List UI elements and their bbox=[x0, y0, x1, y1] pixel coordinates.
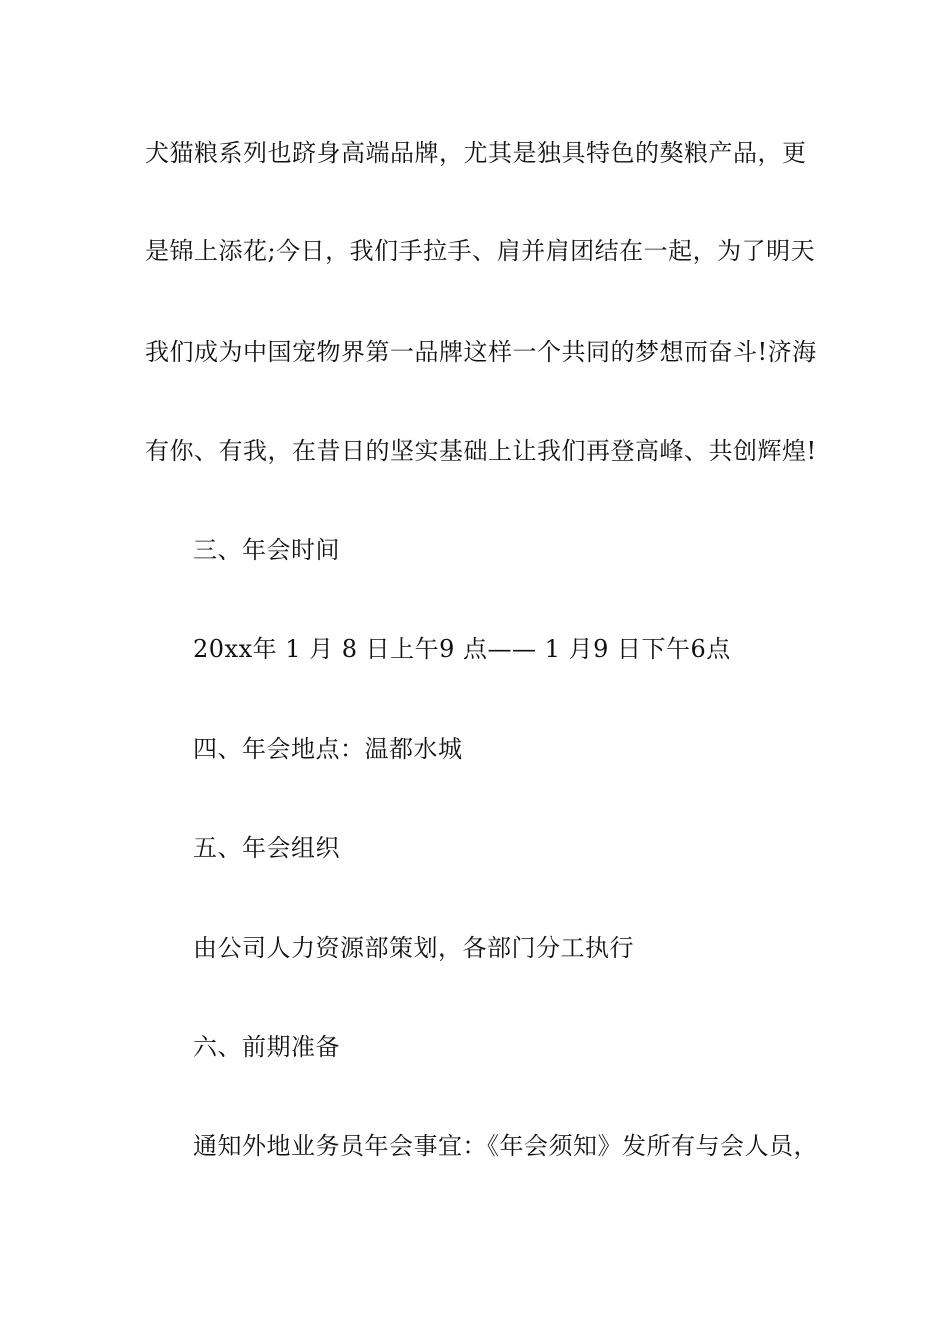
section-prep-heading: 六、前期准备 bbox=[193, 1033, 340, 1061]
paragraph-line-4: 有你、有我，在昔日的坚实基础上让我们再登高峰、共创辉煌! bbox=[145, 437, 817, 465]
section-org-value: 由公司人力资源部策划，各部门分工执行 bbox=[193, 934, 634, 962]
section-time-heading: 三、年会时间 bbox=[193, 536, 340, 564]
section-time-value: 20xx年 1 月 8 日上午9 点—— 1 月9 日下午6点 bbox=[193, 635, 731, 663]
section-org-heading: 五、年会组织 bbox=[193, 834, 340, 862]
paragraph-line-2: 是锦上添花;今日，我们手拉手、肩并肩团结在一起，为了明天 bbox=[145, 237, 816, 265]
section-place: 四、年会地点：温都水城 bbox=[193, 735, 463, 763]
paragraph-line-3: 我们成为中国宠物界第一品牌这样一个共同的梦想而奋斗!济海 bbox=[145, 338, 817, 366]
paragraph-line-1: 犬猫粮系列也跻身高端品牌，尤其是独具特色的獒粮产品，更 bbox=[145, 139, 807, 167]
section-prep-value: 通知外地业务员年会事宜：《年会须知》发所有与会人员， bbox=[193, 1132, 818, 1160]
